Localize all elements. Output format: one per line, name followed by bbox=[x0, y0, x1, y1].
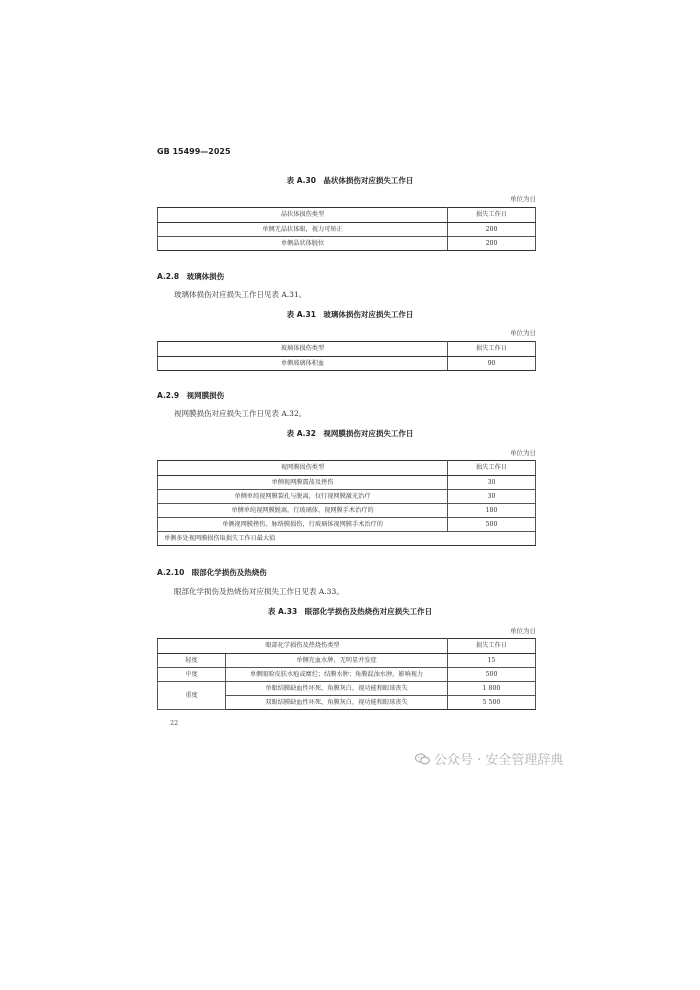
header-cell: 损失工作日 bbox=[448, 461, 536, 476]
section-a29-text: 视网膜损伤对应损失工作日见表 A.32。 bbox=[174, 409, 307, 418]
severity-cell: 重度 bbox=[158, 682, 226, 710]
table-cell: 200 bbox=[448, 237, 536, 251]
table-cell: 单侧眼睑皮肤水疱或糜烂；结膜水肿；角膜混浊水肿，影响视力 bbox=[226, 668, 448, 682]
table-row bbox=[158, 490, 536, 504]
table-cell: 单眼结膜缺血性坏死，角膜灰白，视功能和眼球丧失 bbox=[226, 682, 448, 696]
table-header-row bbox=[158, 639, 536, 654]
table-a32-unit: 单位为日 bbox=[510, 449, 536, 457]
table-row bbox=[158, 518, 536, 532]
table-row bbox=[158, 504, 536, 518]
table-row bbox=[158, 476, 536, 490]
table-a32 bbox=[157, 460, 536, 546]
table-cell: 1 800 bbox=[448, 682, 536, 696]
table-note-row bbox=[158, 532, 536, 546]
severity-cell: 轻度 bbox=[158, 654, 226, 668]
table-cell: 500 bbox=[448, 518, 536, 532]
table-cell: 5 500 bbox=[448, 696, 536, 710]
table-row bbox=[158, 668, 536, 682]
table-cell: 200 bbox=[448, 223, 536, 237]
table-cell: 单侧无晶状体眼，视力可矫正 bbox=[158, 223, 448, 237]
table-a31-caption: 表 A.31 玻璃体损伤对应损失工作日 bbox=[286, 310, 414, 319]
header-cell: 损失工作日 bbox=[448, 342, 536, 357]
table-header-row bbox=[158, 208, 536, 223]
table-a30-caption: 表 A.30 晶状体损伤对应损失工作日 bbox=[286, 176, 414, 185]
page-number: 22 bbox=[170, 719, 179, 727]
table-cell: 单侧充血水肿，无明显并发症 bbox=[226, 654, 448, 668]
table-a30-unit: 单位为日 bbox=[510, 195, 536, 203]
table-cell: 30 bbox=[448, 476, 536, 490]
table-a33 bbox=[157, 638, 536, 710]
table-a31 bbox=[157, 341, 536, 371]
standard-number: GB 15499—2025 bbox=[157, 147, 231, 156]
table-note: 单侧多处视网膜损伤取损失工作日最大值 bbox=[158, 532, 536, 546]
table-cell: 单侧视网膜震荡及挫伤 bbox=[158, 476, 448, 490]
table-cell: 90 bbox=[448, 357, 536, 371]
header-cell: 眼部化学损伤及热烧伤类型 bbox=[158, 639, 448, 654]
header-cell: 视网膜损伤类型 bbox=[158, 461, 448, 476]
table-a31-unit: 单位为日 bbox=[510, 329, 536, 337]
section-a210-text: 眼部化学损伤及热烧伤对应损失工作日见表 A.33。 bbox=[174, 587, 344, 596]
section-a28-text: 玻璃体损伤对应损失工作日见表 A.31。 bbox=[174, 290, 307, 299]
header-cell: 损失工作日 bbox=[448, 208, 536, 223]
header-cell: 损失工作日 bbox=[448, 639, 536, 654]
table-row bbox=[158, 654, 536, 668]
table-cell: 双眼结膜缺血性坏死，角膜灰白，视功能和眼球丧失 bbox=[226, 696, 448, 710]
table-cell: 15 bbox=[448, 654, 536, 668]
section-a29-heading: A.2.9 视网膜损伤 bbox=[157, 391, 225, 400]
table-cell: 500 bbox=[448, 668, 536, 682]
table-header-row bbox=[158, 461, 536, 476]
table-cell: 180 bbox=[448, 504, 536, 518]
header-cell: 玻璃体损伤类型 bbox=[158, 342, 448, 357]
table-cell: 单侧玻璃体积血 bbox=[158, 357, 448, 371]
table-a32-caption: 表 A.32 视网膜损伤对应损失工作日 bbox=[286, 429, 414, 438]
table-a33-unit: 单位为日 bbox=[510, 627, 536, 635]
table-cell: 单侧单纯视网膜脱离，行玻璃体、视网膜手术治疗的 bbox=[158, 504, 448, 518]
table-cell: 单侧单纯视网膜裂孔与脱离，仅行视网膜激光治疗 bbox=[158, 490, 448, 504]
header-cell: 晶状体损伤类型 bbox=[158, 208, 448, 223]
table-row bbox=[158, 223, 536, 237]
table-header-row bbox=[158, 342, 536, 357]
severity-cell: 中度 bbox=[158, 668, 226, 682]
section-a28-heading: A.2.8 玻璃体损伤 bbox=[157, 272, 225, 281]
section-a210-heading: A.2.10 眼部化学损伤及热烧伤 bbox=[157, 568, 267, 577]
table-row bbox=[158, 357, 536, 371]
watermark-text: 公众号 · 安全管理辞典 bbox=[434, 753, 564, 768]
table-a30 bbox=[157, 207, 536, 251]
table-cell: 30 bbox=[448, 490, 536, 504]
watermark bbox=[415, 749, 563, 768]
table-row bbox=[158, 237, 536, 251]
table-a33-caption: 表 A.33 眼部化学损伤及热烧伤对应损失工作日 bbox=[267, 607, 433, 616]
table-cell: 单侧晶状体脱位 bbox=[158, 237, 448, 251]
table-row bbox=[158, 682, 536, 696]
table-cell: 单侧视网膜挫伤、脉络膜损伤，行玻璃体视网膜手术治疗的 bbox=[158, 518, 448, 532]
wechat-icon bbox=[415, 753, 430, 765]
